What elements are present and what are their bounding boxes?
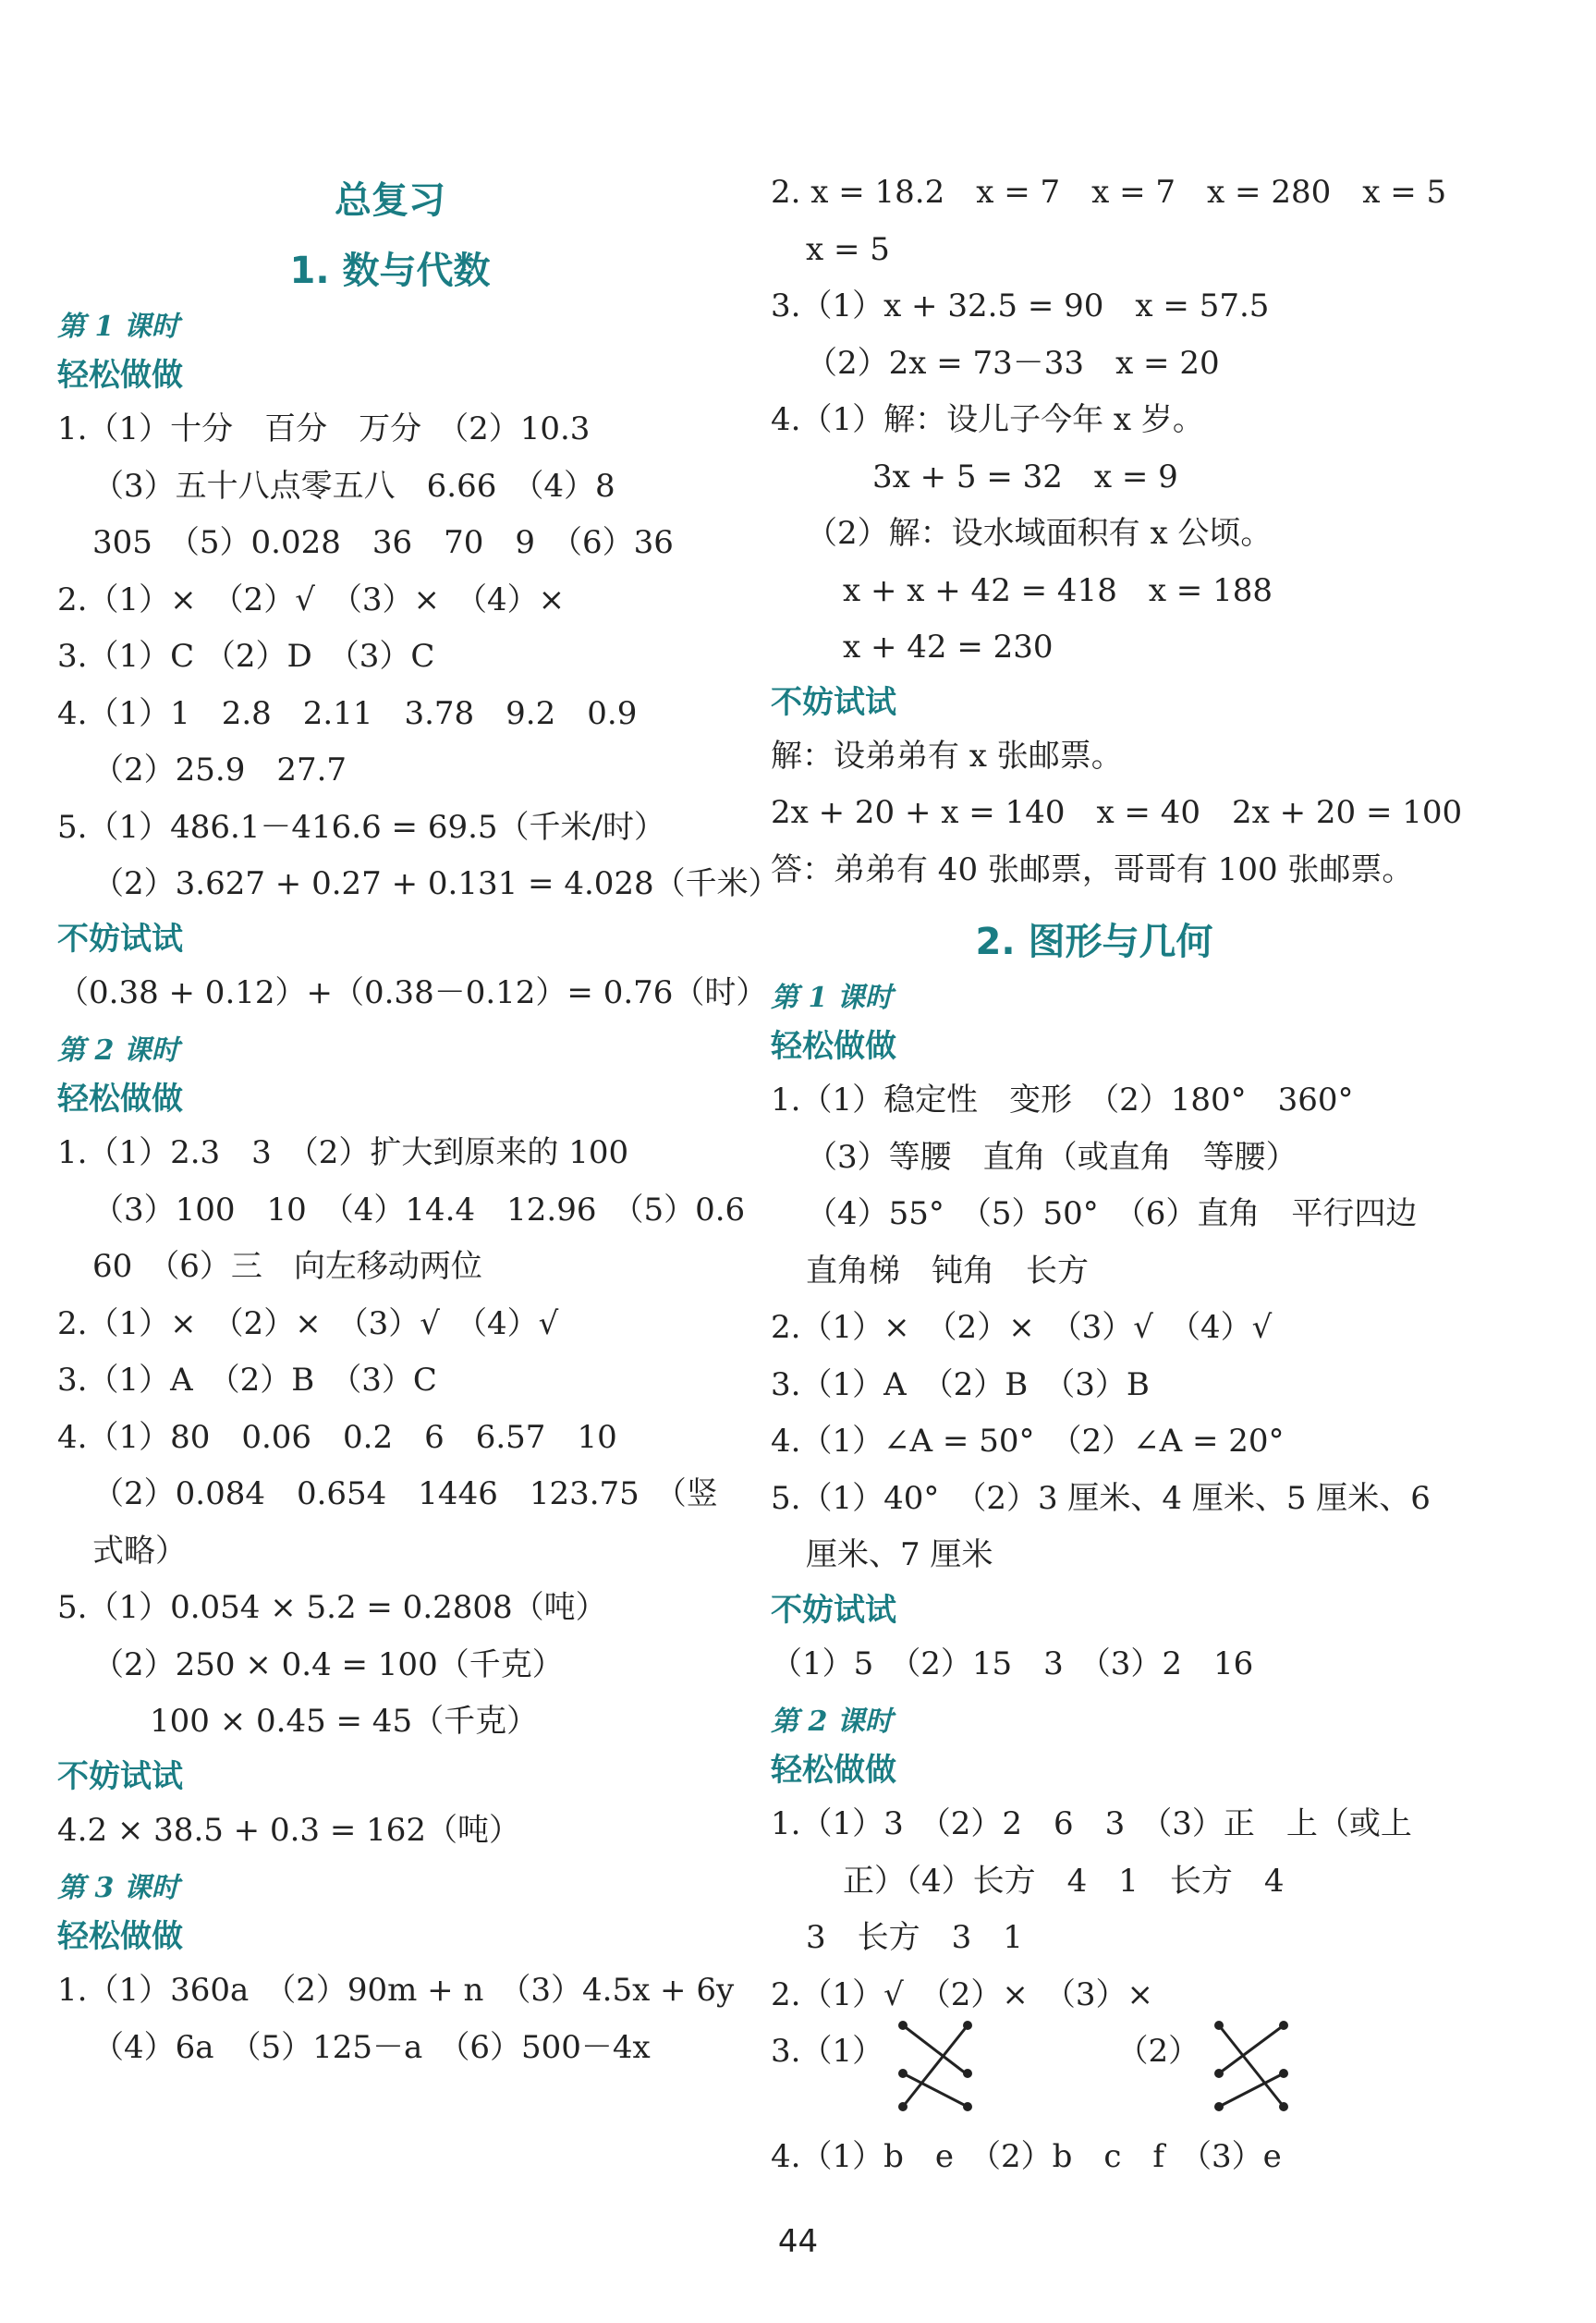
answer-line: 100 × 0.45 = 45（千克） <box>150 1703 539 1740</box>
question-3-label: 3.（1） <box>771 2033 884 2070</box>
answer-line: 1.（1）稳定性 变形 （2）180° 360° <box>771 1082 1354 1119</box>
answer-line: （3）五十八点零五八 6.66 （4）8 <box>92 467 615 505</box>
left-column <box>57 157 780 2076</box>
lesson-label: 第 3 课时 <box>57 1872 179 1904</box>
question-3-part2-label: （2） <box>1116 2033 1200 2070</box>
answer-line: 4.（1）1 2.8 2.11 3.78 9.2 0.9 <box>57 694 638 732</box>
answer-line: （2）25.9 27.7 <box>92 752 347 789</box>
answer-line: 解：设弟弟有 x 张邮票。 <box>771 737 1123 775</box>
answer-line: 4.（1）80 0.06 0.2 6 6.57 10 <box>57 1418 617 1456</box>
answer-line: 4.（1）解：设儿子今年 x 岁。 <box>771 401 1204 438</box>
answer-line: 2.（1）× （2）√ （3）× （4）× <box>57 581 566 618</box>
answer-line: 2.（1）√ （2）× （3）× <box>771 1975 1153 2013</box>
answer-line: x + 42 = 230 <box>843 629 1054 666</box>
matching-diagram-1 <box>894 2018 977 2114</box>
page-number: 44 <box>777 2223 819 2260</box>
page-title: 总复习 <box>335 179 445 222</box>
section-title-geometry: 2. 图形与几何 <box>975 921 1213 963</box>
answer-line: 4.（1）∠A = 50° （2）∠A = 20° <box>771 1423 1285 1460</box>
answer-line: 1.（1）3 （2）2 6 3 （3）正 上（或上 <box>771 1805 1412 1842</box>
answer-line: （2）250 × 0.4 = 100（千克） <box>92 1645 564 1683</box>
answer-line: （2）解：设水域面积有 x 公顷。 <box>806 515 1273 552</box>
subheading-easy-practice: 轻松做做 <box>771 1028 896 1065</box>
answer-line: 60 （6）三 向左移动两位 <box>92 1248 482 1285</box>
answer-line: 1.（1）360a （2）90m + n （3）4.5x + 6y <box>57 1972 735 2009</box>
answer-line: 3x + 5 = 32 x = 9 <box>872 458 1178 495</box>
answer-line: 5.（1）40° （2）3 厘米、4 厘米、5 厘米、6 <box>771 1479 1431 1517</box>
answer-line: （4）55° （5）50° （6）直角 平行四边 <box>806 1195 1418 1232</box>
answer-line: （3）等腰 直角（或直角 等腰） <box>806 1138 1298 1176</box>
subheading-try-it: 不妨试试 <box>771 1591 896 1629</box>
answer-line: 3.（1）A （2）B （3）B <box>771 1365 1150 1403</box>
answer-line: （2）0.084 0.654 1446 123.75 （竖 <box>92 1475 718 1512</box>
answer-line: 正）（4）长方 4 1 长方 4 <box>843 1862 1285 1900</box>
subheading-easy-practice: 轻松做做 <box>57 1081 183 1118</box>
answer-line: （1）5 （2）15 3 （3）2 16 <box>771 1644 1254 1682</box>
answer-line: 5.（1）0.054 × 5.2 = 0.2808（吨） <box>57 1589 607 1626</box>
answer-line: 式略） <box>92 1532 187 1570</box>
answer-line: 2. x = 18.2 x = 7 x = 7 x = 280 x = 5 <box>771 174 1447 211</box>
lesson-label: 第 1 课时 <box>771 982 893 1014</box>
lesson-label: 第 1 课时 <box>57 311 179 343</box>
matching-diagram-2 <box>1210 2018 1293 2114</box>
answer-line: x = 5 <box>806 230 890 268</box>
answer-line: 4.（1）b e （2）b c f （3）e <box>771 2138 1282 2175</box>
answer-line: 1.（1）2.3 3 （2）扩大到原来的 100 <box>57 1134 629 1171</box>
answer-line: 3 长方 3 1 <box>806 1919 1023 1956</box>
subheading-try-it: 不妨试试 <box>57 1757 183 1795</box>
subheading-try-it: 不妨试试 <box>771 683 896 721</box>
answer-line: 2.（1）× （2）× （3）√ （4）√ <box>771 1309 1273 1346</box>
subheading-try-it: 不妨试试 <box>57 920 183 958</box>
answer-line: 2x + 20 + x = 140 x = 40 2x + 20 = 100 <box>771 794 1463 831</box>
answer-line: 5.（1）486.1－416.6 = 69.5（千米/时） <box>57 808 666 846</box>
answer-line: （2）3.627 + 0.27 + 0.131 = 4.028（千米） <box>92 865 780 902</box>
answer-line: x + x + 42 = 418 x = 188 <box>843 571 1273 609</box>
answer-line: （0.38 + 0.12）+（0.38－0.12）= 0.76（时） <box>57 973 768 1011</box>
subheading-easy-practice: 轻松做做 <box>57 1918 183 1955</box>
lesson-label: 第 2 课时 <box>771 1706 893 1738</box>
answer-line: 答：弟弟有 40 张邮票，哥哥有 100 张邮票。 <box>771 850 1414 888</box>
answer-line: （2）2x = 73－33 x = 20 <box>806 344 1220 382</box>
matching-answer-row <box>771 2023 1418 2116</box>
lesson-label: 第 2 课时 <box>57 1034 179 1067</box>
answer-line: 3.（1）x + 32.5 = 90 x = 57.5 <box>771 287 1270 324</box>
answer-line: 3.（1）C （2）D （3）C <box>57 638 435 675</box>
answer-line: （3）100 10 （4）14.4 12.96 （5）0.6 <box>92 1191 746 1229</box>
section-title-numbers-algebra: 1. 数与代数 <box>289 250 491 292</box>
answer-line: 4.2 × 38.5 + 0.3 = 162（吨） <box>57 1811 521 1849</box>
subheading-easy-practice: 轻松做做 <box>771 1752 896 1789</box>
right-column <box>771 165 1463 2186</box>
answer-line: 1.（1）十分 百分 万分 （2）10.3 <box>57 410 591 447</box>
answer-line: 2.（1）× （2）× （3）√ （4）√ <box>57 1304 559 1342</box>
answer-line: （4）6a （5）125－a （6）500－4x <box>92 2028 651 2066</box>
answer-line: 厘米、7 厘米 <box>806 1536 993 1573</box>
subheading-easy-practice: 轻松做做 <box>57 357 183 394</box>
answer-line: 直角梯 钝角 长方 <box>806 1252 1089 1290</box>
answer-line: 3.（1）A （2）B （3）C <box>57 1362 437 1399</box>
answer-line: 305 （5）0.028 36 70 9 （6）36 <box>92 524 674 561</box>
